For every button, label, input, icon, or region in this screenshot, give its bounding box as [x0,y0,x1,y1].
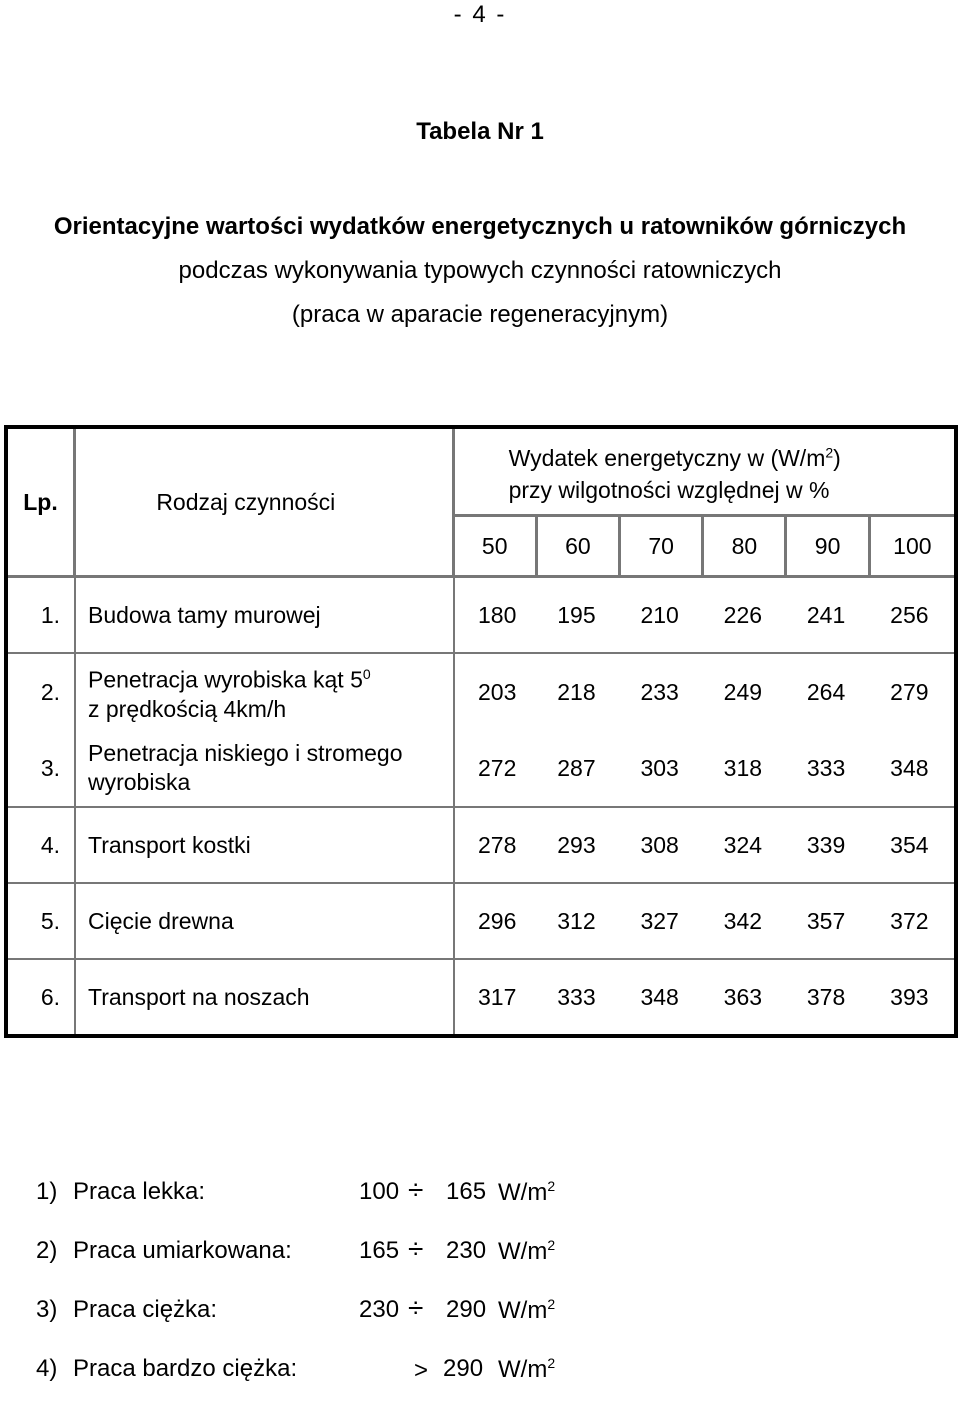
row-value: 363 [723,983,763,1010]
row-lp: 5. [8,884,76,960]
row-activity: Cięcie drewna [76,884,455,960]
table-header-row [8,429,954,517]
legend-from: 230 [359,1296,400,1323]
row-value: 348 [871,730,954,808]
legend-item [36,1347,736,1406]
legend-range-sign: ÷ [408,1233,424,1264]
row-activity: Budowa tamy murowej [76,578,455,654]
legend-label: Praca umiarkowana: [73,1237,292,1264]
legend-from: 165 [359,1237,400,1264]
table-row [8,578,954,654]
legend-unit-sup: 2 [547,1237,556,1253]
row-lp: 1. [8,578,76,654]
row-value: 218 [557,678,596,705]
header-group-close: ) [833,445,841,472]
legend-range-sign: ÷ [408,1174,424,1205]
table-row [8,730,954,808]
row-value: 339 [787,808,870,884]
row-value: 342 [704,884,787,960]
legend-to: 230 [446,1237,487,1264]
header-activity [76,429,455,578]
table-row [8,808,954,884]
row-value: 287 [538,730,621,808]
row-value: 249 [723,678,763,705]
table-row [8,884,954,960]
row-activity [76,654,455,730]
legend-greater-than-sign: > [414,1357,429,1384]
legend-number: 3) [36,1296,58,1323]
table-row [8,960,954,1034]
legend-unit [498,1296,555,1325]
row-value: 333 [557,983,596,1010]
legend-unit-sup: 2 [547,1355,556,1371]
legend-unit [498,1237,555,1266]
row-value: 372 [871,884,954,960]
legend-to: 290 [443,1355,484,1382]
header-humidity-90: 90 [787,517,870,578]
row-value: 393 [890,983,929,1010]
row-value: 233 [640,678,679,705]
legend-item [36,1288,736,1347]
row-value: 241 [787,578,870,654]
row-lp: 2. [8,654,76,730]
header-group-line-2: przy wilgotności względnej w % [508,477,830,504]
legend-item [36,1170,736,1229]
legend-unit-sup: 2 [547,1178,556,1194]
row-value: 357 [787,884,870,960]
row-value: 354 [871,808,954,884]
table-caption: Tabela Nr 1 [416,118,544,145]
row-lp: 6. [8,960,76,1034]
degree-sup: 0 [362,666,371,683]
work-intensity-legend [36,1170,736,1406]
legend-from: 100 [359,1178,400,1205]
table-row [8,654,954,730]
row-value: 296 [455,884,538,960]
legend-unit-text: W/m [498,1297,548,1324]
row-value: 327 [621,884,704,960]
row-activity: Transport kostki [76,808,455,884]
header-activity-label: Rodzaj czynności [156,488,336,515]
title-line-1: Orientacyjne wartości wydatków energetycznych u ratowników górniczych [53,213,907,240]
legend-unit [498,1178,555,1207]
row-value: 303 [621,730,704,808]
legend-number: 4) [36,1355,58,1382]
row-activity-line-2: wyrobiska [88,769,191,795]
legend-unit-text: W/m [498,1179,548,1206]
row-activity [76,730,455,808]
header-humidity-100: 100 [871,517,954,578]
row-value: 195 [538,578,621,654]
legend-label: Praca bardzo ciężka: [73,1355,298,1382]
row-activity-line-1: Penetracja wyrobiska kąt 5 [88,666,363,693]
row-activity-line-1: Penetracja niskiego i stromego [88,740,403,766]
row-lp: 3. [8,730,76,808]
row-value: 348 [640,983,679,1010]
row-value: 312 [538,884,621,960]
row-value: 264 [806,678,846,705]
row-value: 318 [704,730,787,808]
row-value: 317 [478,983,517,1010]
row-value: 324 [704,808,787,884]
row-lp: 4. [8,808,76,884]
legend-to: 165 [446,1178,487,1205]
header-humidity-50: 50 [455,517,538,578]
energy-expenditure-table [4,425,958,1038]
title-line-2: podczas wykonywania typowych czynności ratowniczych [178,257,782,284]
page-number: - 4 - [453,1,507,28]
header-humidity-80: 80 [704,517,787,578]
legend-number: 1) [36,1178,58,1205]
row-value: 210 [621,578,704,654]
row-value: 308 [621,808,704,884]
row-value: 226 [704,578,787,654]
row-value: 293 [538,808,621,884]
legend-label: Praca lekka: [73,1178,206,1205]
legend-range-sign: ÷ [408,1292,424,1323]
legend-unit-sup: 2 [547,1296,556,1312]
row-value: 272 [455,730,538,808]
row-value: 378 [806,983,846,1010]
header-energy-group [455,429,954,517]
row-value: 278 [455,808,538,884]
header-humidity-70: 70 [621,517,704,578]
legend-item [36,1229,736,1288]
legend-unit-text: W/m [498,1356,548,1383]
row-value: 333 [787,730,870,808]
legend-unit [498,1355,555,1384]
legend-unit-text: W/m [498,1238,548,1265]
legend-number: 2) [36,1237,58,1264]
header-group-sup: 2 [825,444,834,461]
row-activity-line-2: z prędkością 4km/h [88,695,287,722]
legend-label: Praca ciężka: [73,1296,218,1323]
title-line-3: (praca w aparacie regeneracyjnym) [291,301,669,328]
header-lp: Lp. [8,429,76,578]
row-value: 203 [478,678,517,705]
row-value: 279 [890,678,929,705]
document-title [0,205,960,337]
header-humidity-60: 60 [538,517,621,578]
row-activity: Transport na noszach [76,960,455,1034]
legend-to: 290 [446,1296,487,1323]
row-value: 256 [871,578,954,654]
header-group-text: Wydatek energetyczny w (W/m [508,445,826,472]
header-group-line-1 [509,445,841,471]
row-value: 180 [455,578,538,654]
